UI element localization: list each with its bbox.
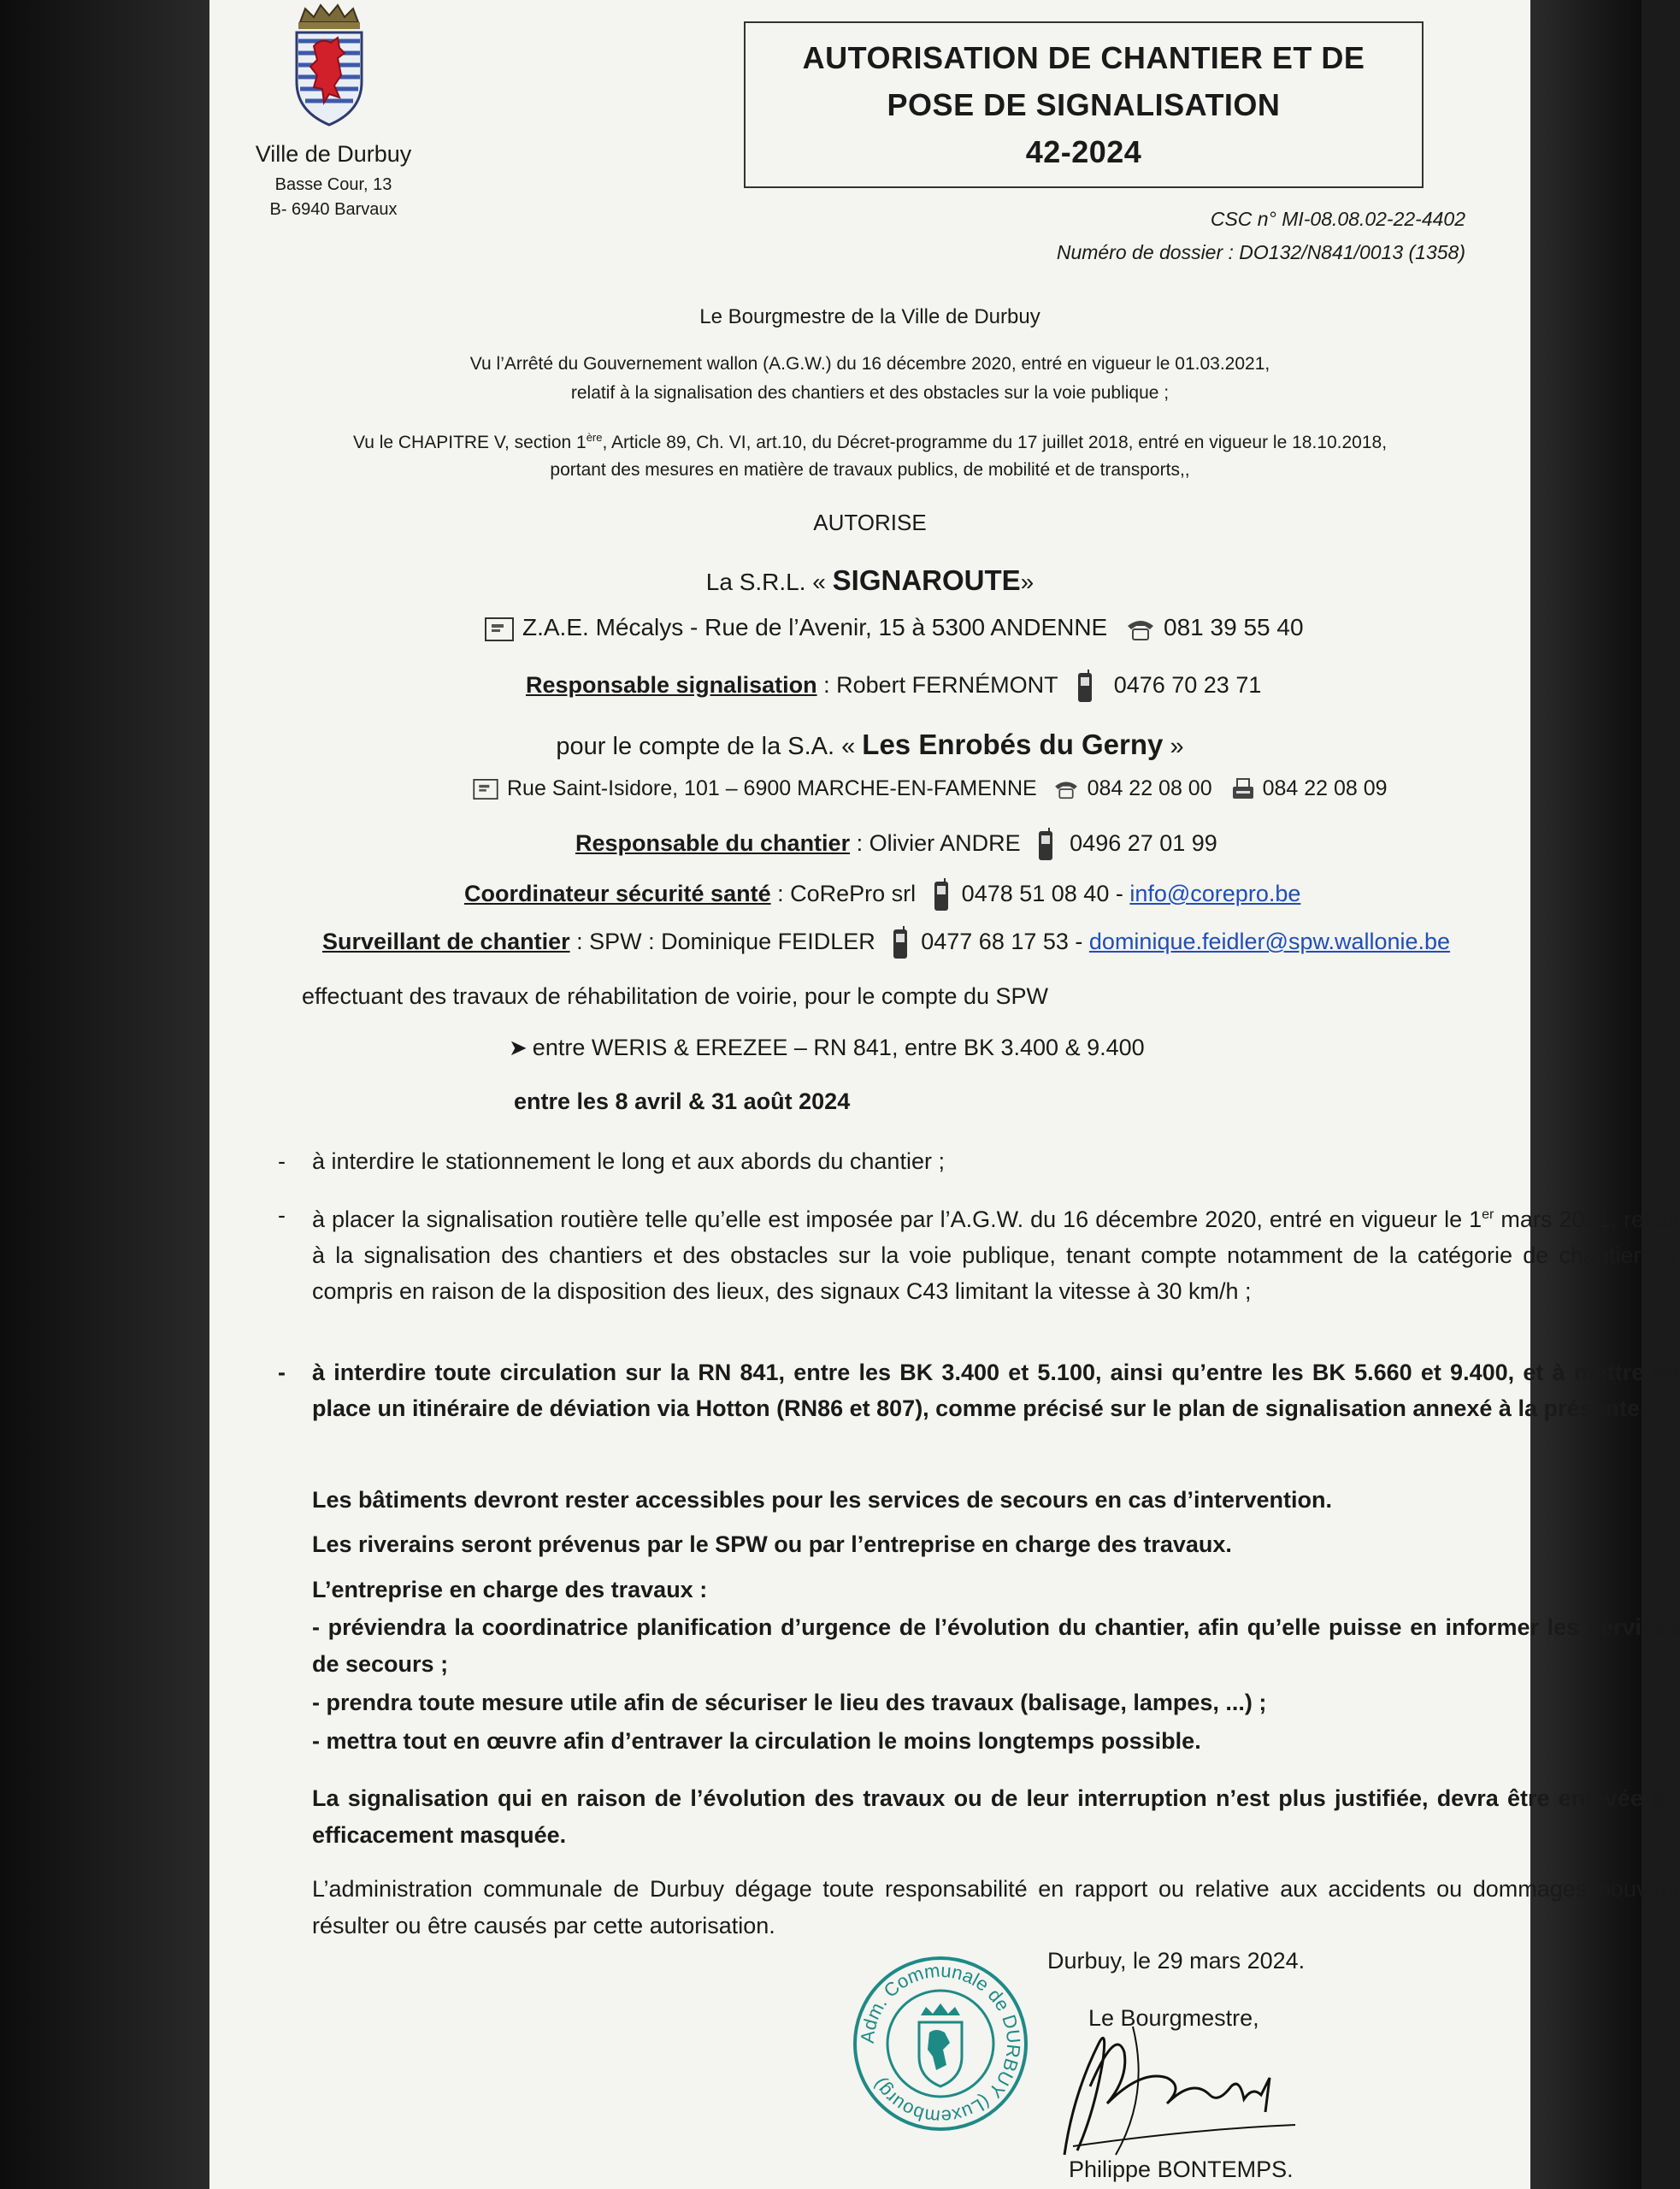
client-contact-line (473, 776, 1388, 801)
company-prefix: La S.R.L. « (705, 569, 833, 595)
dossier-number: Numéro de dossier : DO132/N841/0013 (1358) (1056, 241, 1465, 263)
works-location (509, 1035, 1145, 1061)
client-fax: 084 22 08 09 (1262, 776, 1388, 800)
company-contact-line (485, 614, 1304, 641)
client-phone: 084 22 08 00 (1087, 776, 1212, 800)
vu-agw-line-1: Vu l’Arrêté du Gouvernement wallon (A.G.W.) du 16 décembre 2020, entré en vigueur le 01.03.2021, (469, 354, 1270, 374)
safety-coordinator-label: Coordinateur sécurité santé (464, 881, 771, 907)
csc-reference: CSC n° MI-08.08.02-22-4402 (1210, 208, 1465, 230)
stamp-text-path: Adm. Communale de DURBUY (Luxembourg) (856, 1959, 1025, 2128)
telephone-icon (1053, 779, 1079, 799)
site-responsible-name: : Olivier ANDRE (856, 830, 1021, 857)
condition-residents: Les riverains seront prévenus par le SPW ou par l’entreprise en charge des travaux. (312, 1531, 1232, 1557)
city-address-line-2: B- 6940 Barvaux (269, 200, 398, 219)
client-name: Les Enrobés du Gerny (862, 729, 1164, 760)
mobile-phone-icon (1037, 828, 1054, 862)
mobile-phone-icon (933, 878, 950, 912)
site-supervisor-email-link[interactable]: dominique.feidler@spw.wallonie.be (1088, 929, 1451, 955)
client-line (209, 729, 1530, 761)
title-line-2: POSE DE SIGNALISATION (887, 87, 1281, 122)
vu-decret-line-2: portant des mesures en matière de travaux publics, de mobilité et de transports,, (550, 460, 1190, 480)
place-and-date: Durbuy, le 29 mars 2024. (1047, 1948, 1306, 1974)
bullet-dash: - (278, 1202, 286, 1228)
document-page (209, 0, 1680, 2189)
company-name: SIGNAROUTE (832, 564, 1021, 596)
client-prefix: pour le compte de la S.A. « (556, 733, 863, 760)
company-line (209, 564, 1530, 597)
works-location-text: entre WERIS & EREZEE – RN 841, entre BK 3.400 & 9.400 (532, 1035, 1145, 1060)
site-responsible-phone: 0496 27 01 99 (1070, 830, 1217, 857)
site-supervisor-phone: 0477 68 17 53 - (921, 929, 1089, 955)
photo-frame-left (0, 0, 209, 2189)
condition-signalisation-removal: La signalisation qui en raison de l’évolution des travaux ou de leur interruption n’est plus justifiée, devra être enlevée ou efficacement masquée. (312, 1785, 1680, 1848)
handwritten-signature-icon (1039, 1992, 1321, 2163)
bullet-parking-text: à interdire le stationnement le long et aux abords du chantier ; (312, 1148, 945, 1174)
envelope-icon (473, 779, 498, 799)
bullet-signalisation (278, 1197, 1680, 1309)
site-supervisor-line (322, 926, 1450, 960)
issuer: Le Bourgmestre de la Ville de Durbuy (699, 305, 1040, 328)
client-address: Rue Saint-Isidore, 101 – 6900 MARCHE-EN-FAMENNE (507, 776, 1037, 800)
site-supervisor-name: : SPW : Dominique FEIDLER (576, 929, 875, 955)
signalisation-responsible-name: : Robert FERNÉMONT (823, 672, 1058, 699)
condition-buildings: Les bâtiments devront rester accessibles pour les services de secours en cas d’intervention. (312, 1487, 1333, 1513)
bullet-dash: - (278, 1360, 286, 1385)
safety-coordinator-email-link[interactable]: info@corepro.be (1129, 881, 1301, 907)
works-description: effectuant des travaux de réhabilitation de voirie, pour le compte du SPW (302, 983, 1049, 1009)
safety-coordinator-phone: 0478 51 08 40 - (961, 881, 1130, 907)
photo-frame-right (1530, 0, 1642, 2189)
bullet-signalisation-part-a: à placer la signalisation routière telle qu’elle est imposée par l’A.G.W. du 16 décembre 2020, entré en vigueur le 1 (312, 1207, 1483, 1232)
works-dates: entre les 8 avril & 31 août 2024 (514, 1089, 851, 1114)
vu-decret-sup: ère (586, 431, 603, 444)
safety-coordinator-line (464, 878, 1300, 912)
signalisation-responsible-label: Responsable signalisation (526, 672, 817, 699)
safety-coordinator-name: : CoRePro srl (777, 881, 917, 907)
mobile-phone-icon (892, 926, 909, 960)
arrow-bullet-icon: ➤ (509, 1035, 528, 1060)
title-line-1: AUTORISATION DE CHANTIER ET DE (802, 40, 1365, 75)
condition-company-item-1: - préviendra la coordinatrice planification d’urgence de l’évolution du chantier, afin qu’elle puisse en informer les services de secours ; (312, 1614, 1680, 1677)
bullet-traffic (278, 1354, 1680, 1426)
bullet-dash: - (278, 1148, 286, 1174)
city-address-line-1: Basse Cour, 13 (274, 175, 392, 194)
bullet-parking (278, 1143, 1680, 1179)
vu-decret-part-b: , Article 89, Ch. VI, art.10, du Décret-programme du 17 juillet 2018, entré en vigueur le 18.10.2018, (602, 433, 1388, 452)
client-suffix: » (1163, 733, 1184, 760)
signalisation-responsible-line (526, 670, 1261, 704)
municipal-stamp-icon (851, 1954, 1030, 2133)
site-responsible-label: Responsable du chantier (575, 830, 851, 857)
mobile-phone-icon (1076, 670, 1093, 704)
bullet-traffic-text: à interdire toute circulation sur la RN 841, entre les BK 3.400 et 5.100, ainsi qu’entre les BK 5.660 et 9.400, et à mettre en place un itinéraire de déviation via Hotton (RN86 et 807), comme précisé sur le plan de signalisation annexé à la présente. (312, 1360, 1680, 1421)
signalisation-responsible-phone: 0476 70 23 71 (1113, 672, 1262, 699)
bullet-signalisation-part-b: mars 2021, relatif à la signalisation des chantiers et des obstacles sur la voie publique, tenant compte notamment de la catégorie de chantier ; y compris en raison de la disposition des lieux, des signaux C43 limitant la vitesse à 30 km/h ; (312, 1207, 1680, 1304)
bullet-signalisation-sup: er (1482, 1207, 1494, 1222)
envelope-icon (485, 617, 514, 641)
condition-company-item-2: - prendra toute mesure utile afin de sécuriser le lieu des travaux (balisage, lampes, ...) ; (312, 1690, 1267, 1715)
vu-decret-part-a: Vu le CHAPITRE V, section 1 (352, 433, 587, 452)
company-address: Z.A.E. Mécalys - Rue de l’Avenir, 15 à 5300 ANDENNE (522, 614, 1108, 640)
fax-icon (1232, 778, 1254, 800)
title-number: 42-2024 (1025, 134, 1142, 169)
site-supervisor-label: Surveillant de chantier (322, 929, 570, 955)
condition-company-item-3: - mettra tout en œuvre afin d’entraver la circulation le moins longtemps possible. (312, 1728, 1201, 1754)
autorise-heading: AUTORISE (813, 510, 927, 535)
liability-disclaimer: L’administration communale de Durbuy dégage toute responsabilité en rapport ou relative aux accidents ou dommages pouvant résulter ou être causés par cette autorisation. (312, 1876, 1680, 1938)
city-name: Ville de Durbuy (255, 141, 412, 167)
durbuy-coat-of-arms-icon (288, 3, 370, 130)
condition-company-heading: L’entreprise en charge des travaux : (312, 1577, 708, 1602)
telephone-icon (1126, 617, 1155, 641)
vu-decret-line-1 (209, 431, 1530, 453)
site-responsible-line (575, 828, 1217, 862)
vu-agw-line-2: relatif à la signalisation des chantiers et des obstacles sur la voie publique ; (570, 383, 1170, 403)
company-suffix: » (1020, 569, 1035, 595)
signatory-name: Philippe BONTEMPS. (1069, 2157, 1294, 2182)
city-address (209, 173, 457, 222)
signatory-role: Le Bourgmestre, (1088, 2005, 1259, 2031)
company-phone: 081 39 55 40 (1164, 614, 1304, 640)
document-title-box (744, 21, 1424, 188)
bullet-signalisation-text (312, 1197, 1680, 1309)
